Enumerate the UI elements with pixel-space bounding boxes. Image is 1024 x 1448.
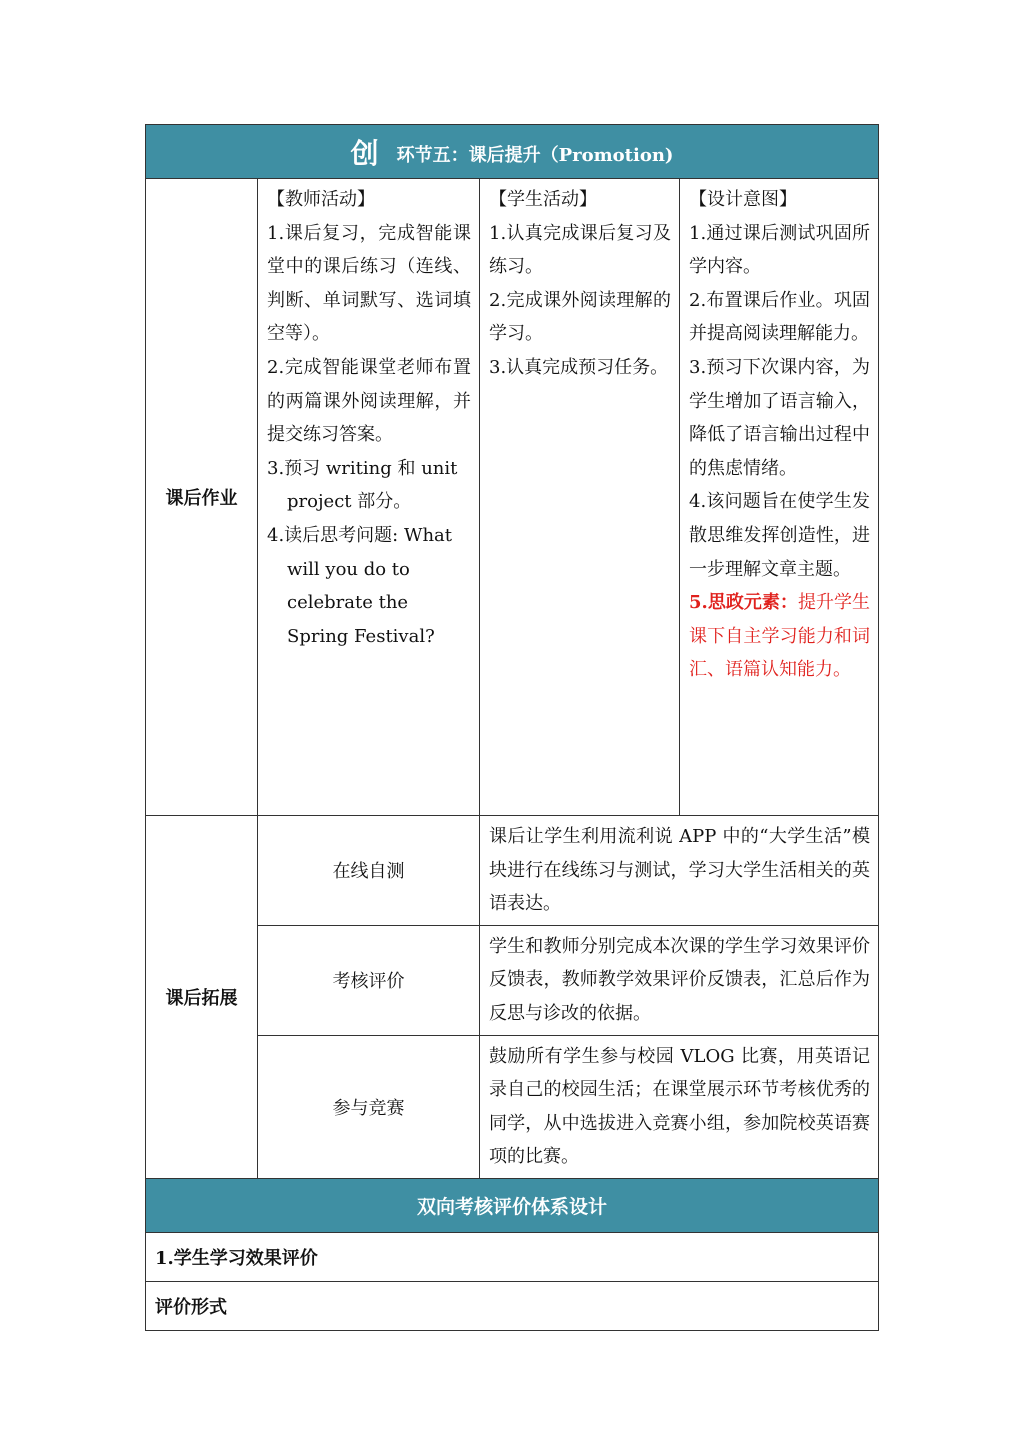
student-activity-cell (480, 179, 680, 816)
student-evaluation-row: 1.学生学习效果评价 (146, 1232, 879, 1281)
extension-row-name: 参与竞赛 (258, 1035, 480, 1178)
extension-row-name: 考核评价 (258, 925, 480, 1035)
design-item: 2.布置课后作业。巩固并提高阅读理解能力。 (689, 289, 871, 345)
extension-row-text: 鼓励所有学生参与校园 VLOG 比赛，用英语记录自己的校园生活；在课堂展示环节考核优秀的同学，从中选拔进入竞赛小组，参加院校英语赛项的比赛。 (480, 1035, 879, 1178)
section-char: 创 (350, 136, 379, 170)
teacher-activity-cell (258, 179, 480, 816)
teacher-activity-title: 【教师活动】 (267, 189, 375, 210)
student-item: 3.认真完成预习任务。 (489, 356, 669, 378)
evaluation-system-header: 双向考核评价体系设计 (146, 1178, 879, 1232)
section-title: 环节五：课后提升（Promotion) (396, 144, 674, 166)
student-item: 2.完成课外阅读理解的学习。 (489, 289, 671, 345)
teacher-item: 1.课后复习，完成智能课堂中的课后练习（连线、判断、单词默写、选词填空等）。 (267, 222, 471, 345)
teacher-item: 2.完成智能课堂老师布置的两篇课外阅读理解，并提交练习答案。 (267, 356, 471, 446)
design-item: 1.通过课后测试巩固所学内容。 (689, 222, 871, 278)
ideology-text: 提升学生课下自主学习能力和词汇、语篇认知能力。 (689, 592, 871, 681)
extension-row-text: 学生和教师分别完成本次课的学生学习效果评价反馈表，教师教学效果评价反馈表，汇总后作为反思与诊改的依据。 (480, 925, 879, 1035)
design-intent-title: 【设计意图】 (689, 189, 797, 210)
ideology-highlight (689, 586, 870, 687)
section-header (146, 125, 879, 179)
teacher-item: 4.读后思考问题: What will you do to celebrate the Spring Festival? (267, 524, 453, 647)
extension-row-text: 课后让学生利用流利说 APP 中的“大学生活”模块进行在线练习与测试，学习大学生活相关的英语表达。 (480, 816, 879, 926)
design-item: 3.预习下次课内容，为学生增加了语言输入，降低了语言输出过程中的焦虑情绪。 (689, 356, 871, 479)
student-item: 1.认真完成课后复习及练习。 (489, 222, 671, 278)
ideology-label: 5.思政元素： (689, 592, 798, 614)
design-item: 4.该问题旨在使学生发散思维发挥创造性，进一步理解文章主题。 (689, 491, 871, 580)
lesson-plan-table (145, 124, 879, 1331)
teacher-item: 3.预习 writing 和 unit project 部分。 (267, 457, 458, 513)
evaluation-form-row: 评价形式 (146, 1281, 879, 1330)
extension-label: 课后拓展 (146, 816, 258, 1179)
student-activity-title: 【学生活动】 (489, 189, 597, 210)
homework-label: 课后作业 (146, 179, 258, 816)
extension-row-name: 在线自测 (258, 816, 480, 926)
design-intent-cell (680, 179, 879, 816)
